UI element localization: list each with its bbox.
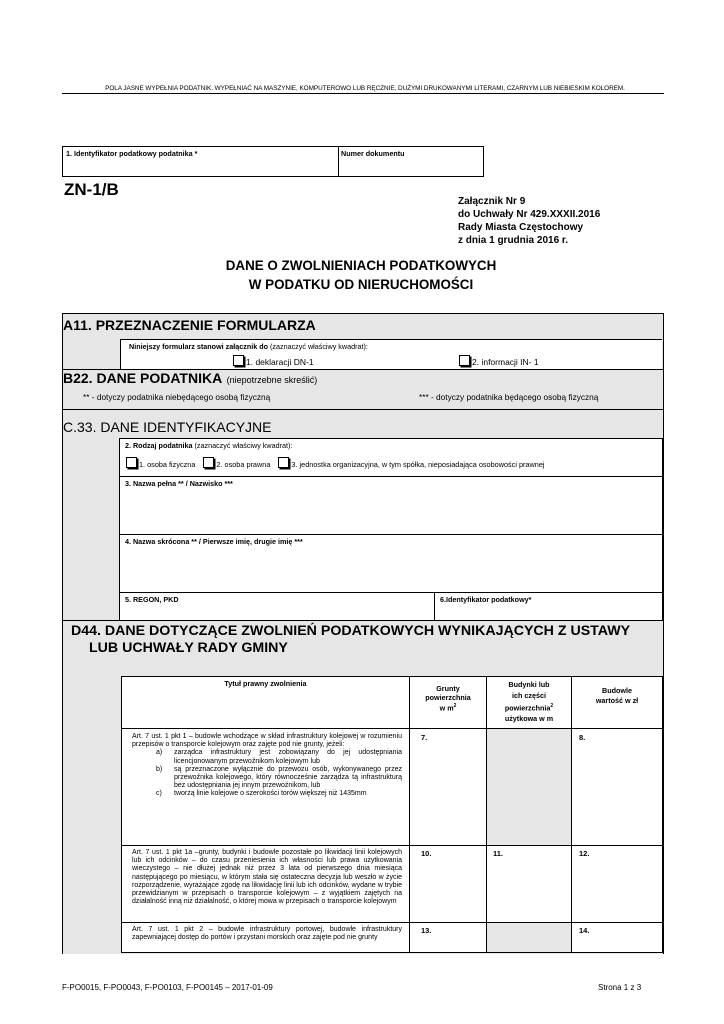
form-code: ZN-1/B bbox=[64, 180, 119, 199]
col-legal-title bbox=[121, 676, 410, 729]
row-1-item-c bbox=[132, 790, 402, 798]
section-b-note-1: ** - dotyczy podatnika niebędącego osobą fizyczną bbox=[83, 392, 271, 402]
col-land-unit: w m bbox=[439, 703, 454, 713]
section-c-heading: C.33. DANE IDENTYFIKACYJNE bbox=[63, 419, 272, 435]
type-organizational-unit[interactable] bbox=[278, 460, 544, 469]
footer-page-number: Strona 1 z 3 bbox=[598, 983, 642, 992]
row-1-land-number: 7. bbox=[421, 733, 428, 742]
row-1-item-a bbox=[132, 749, 402, 765]
taxpayer-id-label: 1. Identyfikator podatkowy podatnika * bbox=[66, 149, 198, 158]
row-2-building-input[interactable] bbox=[486, 845, 572, 923]
row-2-land-input[interactable] bbox=[409, 845, 487, 923]
col-structure-value-label bbox=[572, 686, 662, 706]
footer-form-codes: F-PO0015, F-PO0043, F-PO0103, F-PO0145 – 2017-01-09 bbox=[62, 983, 273, 992]
row-1-structure-number: 8. bbox=[579, 733, 586, 742]
option-information-label: 2. informacji IN- 1 bbox=[472, 357, 539, 367]
row-1-land-input[interactable] bbox=[409, 728, 487, 846]
section-b bbox=[62, 369, 664, 411]
row-1-structure-input[interactable] bbox=[571, 728, 663, 846]
taxpayer-type-label: 2. Rodzaj podatnika bbox=[125, 441, 193, 450]
taxpayer-type-note: (zaznaczyć właściwy kwadrat): bbox=[194, 441, 293, 450]
section-a-options bbox=[120, 339, 662, 369]
row-3-text: Art. 7 ust. 1 pkt 2 – budowle infrastruktury portowej, budowle infrastruktury zapewniającej dostęp do portów i przystani morskich oraz zajęte pod nie grunty bbox=[132, 926, 402, 942]
row-1-item-a-text: zarządca infrastruktury jest zobowiązany do jej udostępniania licencjonowanym przewoźnikom kolejowym lub bbox=[174, 749, 402, 765]
col-land-line-1: Grunty bbox=[436, 684, 460, 693]
row-3-structure-input[interactable] bbox=[571, 922, 663, 953]
row-2-building-number: 11. bbox=[493, 849, 504, 858]
top-instruction-note: POLA JASNE WYPEŁNIA PODATNIK. WYPEŁNIAĆ NA MASZYNIE, KOMPUTEROWO LUB RĘCZNIE, DUŻYMI DRUKOWANYMI LITERAMI, CZARNYM LUB NIEBIESKIM KOLOREM. bbox=[105, 85, 625, 92]
row-1-item-a-marker: a) bbox=[156, 749, 163, 757]
short-name-label: 4. Nazwa skrócona ** / Pierwsze imię, drugie imię *** bbox=[125, 537, 303, 546]
table-row-1-title bbox=[121, 728, 410, 846]
col-bld-line-1: Budynki lub bbox=[508, 680, 550, 689]
col-str-line-1: Budowle bbox=[602, 686, 632, 695]
row-3-structure-number: 14. bbox=[579, 926, 590, 935]
type-natural-person-label: 1. osoba fizyczna bbox=[139, 460, 196, 469]
section-b-note-2: *** - dotyczy podatnika będącego osobą fizyczną bbox=[419, 392, 599, 402]
taxpayer-type-field bbox=[119, 438, 663, 477]
section-d-heading-line-1: D44. DANE DOTYCZĄCE ZWOLNIEŃ PODATKOWYCH WYNIKAJĄCYCH Z USTAWY bbox=[71, 623, 631, 639]
full-name-label: 3. Nazwa pełna ** / Nazwisko *** bbox=[125, 479, 233, 488]
attachment-info bbox=[458, 195, 600, 247]
row-1-item-b-marker: b) bbox=[156, 765, 163, 773]
tax-identifier-field[interactable] bbox=[434, 592, 663, 621]
col-land-area-label bbox=[410, 684, 486, 712]
full-name-field[interactable] bbox=[119, 476, 663, 535]
title-line-1: DANE O ZWOLNIENIACH PODATKOWYCH bbox=[225, 258, 497, 273]
row-2-text: Art. 7 ust. 1 pkt 1a –grunty, budynki i budowle pozostałe po likwidacji linii kolejowych lub ich odcinków – do czasu przeniesienia ich własności lub prawa użytkowania wieczystego – nie dłużej jednak niż przez 3 lata od pierwszego dnia miesiąca następującego po miesiącu, w którym stała się ostateczna decyzja lub weszło w życie rozporządzenie, wyrażające zgodę na likwidację linii lub ich odcinków, wydane w trybie przewidzianym w przepisach o transporcie kolejowym – z wyjątkiem zajętych na działalność inną niż działalność, o której mowa w przepisach o transporcie kolejowym bbox=[132, 849, 402, 906]
document-number-field[interactable] bbox=[339, 147, 483, 176]
row-2-structure-input[interactable] bbox=[571, 845, 663, 923]
section-d-heading-line-2: LUB UCHWAŁY RADY GMINY bbox=[89, 640, 288, 656]
regon-pkd-label: 5. REGON, PKD bbox=[125, 595, 179, 604]
col-bld-line-2: ich części bbox=[512, 690, 546, 700]
type-organizational-unit-label: 3. jednostka organizacyjna, w tym spółka, nieposiadająca osobowości prawnej bbox=[291, 460, 545, 469]
page-title bbox=[110, 256, 612, 294]
type-legal-person[interactable] bbox=[203, 460, 270, 469]
col-building-area bbox=[486, 676, 572, 729]
taxpayer-type-options bbox=[126, 457, 545, 469]
row-3-land-number: 13. bbox=[421, 926, 432, 935]
col-land-line-2: powierzchnia bbox=[425, 693, 471, 702]
checkbox-icon[interactable] bbox=[203, 457, 214, 468]
section-a-desc-note: (zaznaczyć właściwy kwadrat): bbox=[270, 342, 368, 351]
taxpayer-type-label-row bbox=[125, 441, 292, 450]
col-str-line-2: wartość w zł bbox=[595, 696, 639, 705]
col-bld-area-word: powierzchnia bbox=[504, 703, 551, 713]
checkbox-icon[interactable] bbox=[459, 355, 470, 366]
row-3-land-input[interactable] bbox=[409, 922, 487, 953]
row-1-item-c-text: tworzą linie kolejowe o szerokości torów większej niż 1435mm bbox=[174, 790, 367, 798]
row-2-structure-number: 12. bbox=[579, 849, 590, 858]
table-row-2-title bbox=[121, 845, 410, 923]
section-a bbox=[62, 313, 664, 371]
row-3-building-blocked bbox=[486, 922, 572, 953]
col-legal-title-label: Tytuł prawny zwolnienia bbox=[224, 679, 307, 688]
checkbox-icon[interactable] bbox=[126, 457, 137, 468]
checkbox-icon[interactable] bbox=[233, 355, 244, 366]
row-1-item-b-text: są przeznaczone wyłącznie do przewozu osób, wykonywanego przez przewoźnika kolejowego, który równocześnie zarządza tą infrastrukturą bez udostępniania jej innym przewoźnikom, lub bbox=[174, 765, 402, 790]
section-b-heading-note: (niepotrzebne skreślić) bbox=[226, 375, 318, 385]
attachment-line-3: Rady Miasta Częstochowy bbox=[458, 222, 584, 233]
col-building-area-label bbox=[487, 680, 571, 724]
col-bld-line-4: użytkowa w m bbox=[504, 713, 554, 723]
section-a-desc bbox=[129, 342, 368, 351]
row-1-item-b bbox=[132, 766, 402, 791]
option-declaration-label: 1. deklaracji DN-1 bbox=[246, 357, 314, 367]
type-natural-person[interactable] bbox=[126, 460, 195, 469]
section-d-heading bbox=[71, 623, 630, 657]
col-land-line-3 bbox=[410, 702, 486, 712]
col-bld-sup: 2 bbox=[550, 703, 554, 709]
section-a-heading: A11. PRZEZNACZENIE FORMULARZA bbox=[63, 317, 316, 333]
col-structure-value bbox=[571, 676, 663, 729]
attachment-line-4: z dnia 1 grudnia 2016 r. bbox=[458, 235, 569, 246]
row-2-land-number: 10. bbox=[421, 849, 432, 858]
option-information-in1[interactable] bbox=[459, 355, 539, 367]
checkbox-icon[interactable] bbox=[278, 457, 289, 468]
taxpayer-id-field[interactable] bbox=[63, 147, 339, 176]
row-1-intro: Art. 7 ust. 1 pkt 1 – budowle wchodzące w skład infrastruktury kolejowej w rozumieniu przepisów o transporcie kolejowym oraz zajęte pod nie grunty, jeżeli: bbox=[132, 733, 402, 749]
attachment-line-1: Załącznik Nr 9 bbox=[458, 196, 526, 207]
col-bld-line-3 bbox=[487, 701, 571, 714]
table-row-3-title bbox=[121, 922, 410, 953]
attachment-line-2: do Uchwały Nr 429.XXXII.2016 bbox=[458, 209, 601, 220]
col-land-sup: 2 bbox=[453, 703, 457, 709]
short-name-field[interactable] bbox=[119, 534, 663, 593]
taxpayer-id-box bbox=[62, 146, 484, 177]
top-divider bbox=[62, 93, 664, 94]
document-number-label: Numer dokumentu bbox=[341, 149, 405, 158]
row-1-text bbox=[132, 733, 402, 799]
col-land-area bbox=[409, 676, 487, 729]
option-declaration-dn1[interactable] bbox=[233, 355, 314, 367]
tax-identifier-label: 6.Identyfikator podatkowy* bbox=[440, 595, 532, 604]
row-1-item-c-marker: c) bbox=[156, 790, 162, 798]
title-line-2: W PODATKU OD NIERUCHOMOŚCI bbox=[248, 277, 474, 292]
row-1-list bbox=[132, 749, 402, 798]
section-b-heading-row bbox=[63, 370, 317, 388]
section-a-desc-bold: Niniejszy formularz stanowi załącznik do bbox=[129, 342, 268, 351]
row-1-building-blocked bbox=[486, 728, 572, 846]
regon-pkd-field[interactable] bbox=[119, 592, 435, 621]
section-b-heading: B22. DANE PODATNIKA bbox=[63, 370, 223, 386]
type-legal-person-label: 2. osoba prawna bbox=[216, 460, 271, 469]
